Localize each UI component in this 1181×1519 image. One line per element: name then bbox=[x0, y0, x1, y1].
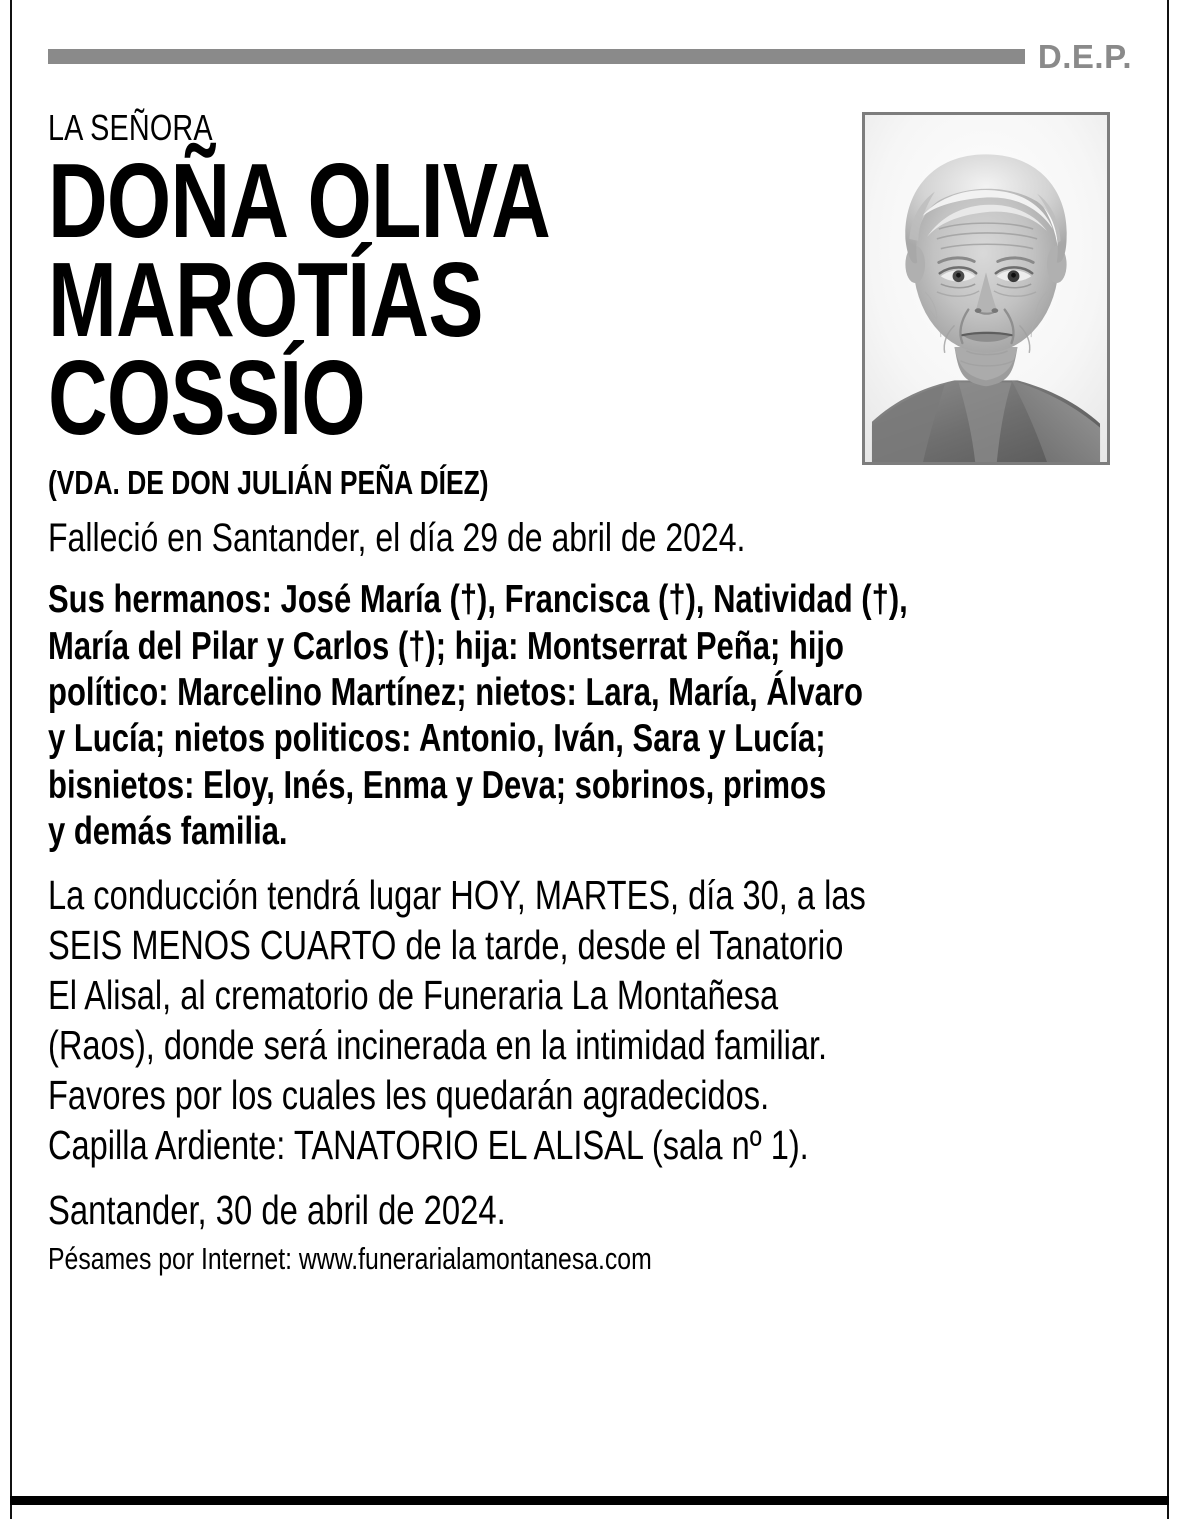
notice-header bbox=[48, 38, 1132, 74]
arrangements-line: Capilla Ardiente: TANATORIO EL ALISAL (sala nº 1). bbox=[48, 1121, 809, 1168]
notice-text-column bbox=[48, 107, 1098, 1276]
deceased-name bbox=[48, 142, 867, 458]
family-line: político: Marcelino Martínez; nietos: Lara, María, Álvaro bbox=[48, 670, 863, 714]
arrangements-line: La conducción tendrá lugar HOY, MARTES, día 30, a las bbox=[48, 871, 866, 918]
deceased-name-line-3: COSSÍO bbox=[48, 339, 365, 458]
funeral-arrangements-paragraph bbox=[48, 870, 1097, 1170]
page-border-right bbox=[1167, 0, 1169, 1519]
dep-label: D.E.P. bbox=[1037, 37, 1132, 75]
page-border-bottom bbox=[10, 1496, 1169, 1505]
deceased-name-line-2: MAROTÍAS bbox=[48, 240, 483, 359]
family-line: Sus hermanos: José María (†), Francisca (†), Natividad (†), bbox=[48, 578, 908, 622]
family-line: y demás familia. bbox=[48, 810, 288, 854]
page-border-left bbox=[10, 0, 12, 1519]
internet-condolences: Pésames por Internet: www.funerarialamontanesa.com bbox=[48, 1240, 652, 1276]
arrangements-line: El Alisal, al crematorio de Funeraria La Montañesa bbox=[48, 971, 779, 1018]
arrangements-line: Favores por los cuales les quedarán agradecidos. bbox=[48, 1071, 770, 1118]
surviving-family-paragraph bbox=[48, 577, 1097, 855]
honorific-kicker: LA SEÑORA bbox=[48, 107, 213, 148]
family-line: bisnietos: Eloy, Inés, Enma y Deva; sobrinos, primos bbox=[48, 763, 827, 807]
arrangements-line: SEIS MENOS CUARTO de la tarde, desde el Tanatorio bbox=[48, 921, 844, 968]
city-and-date: Santander, 30 de abril de 2024. bbox=[48, 1186, 506, 1233]
deceased-name-line-1: DOÑA OLIVA bbox=[48, 142, 551, 260]
spouse-note: (VDA. DE DON JULIÁN PEÑA DÍEZ) bbox=[48, 463, 489, 501]
family-line: María del Pilar y Carlos (†); hija: Montserrat Peña; hijo bbox=[48, 624, 844, 668]
arrangements-line: (Raos), donde será incinerada en la intimidad familiar. bbox=[48, 1021, 828, 1068]
header-rule bbox=[48, 49, 1025, 64]
death-statement: Falleció en Santander, el día 29 de abril de 2024. bbox=[48, 516, 746, 561]
family-line: y Lucía; nietos politicos: Antonio, Iván, Sara y Lucía; bbox=[48, 717, 826, 761]
